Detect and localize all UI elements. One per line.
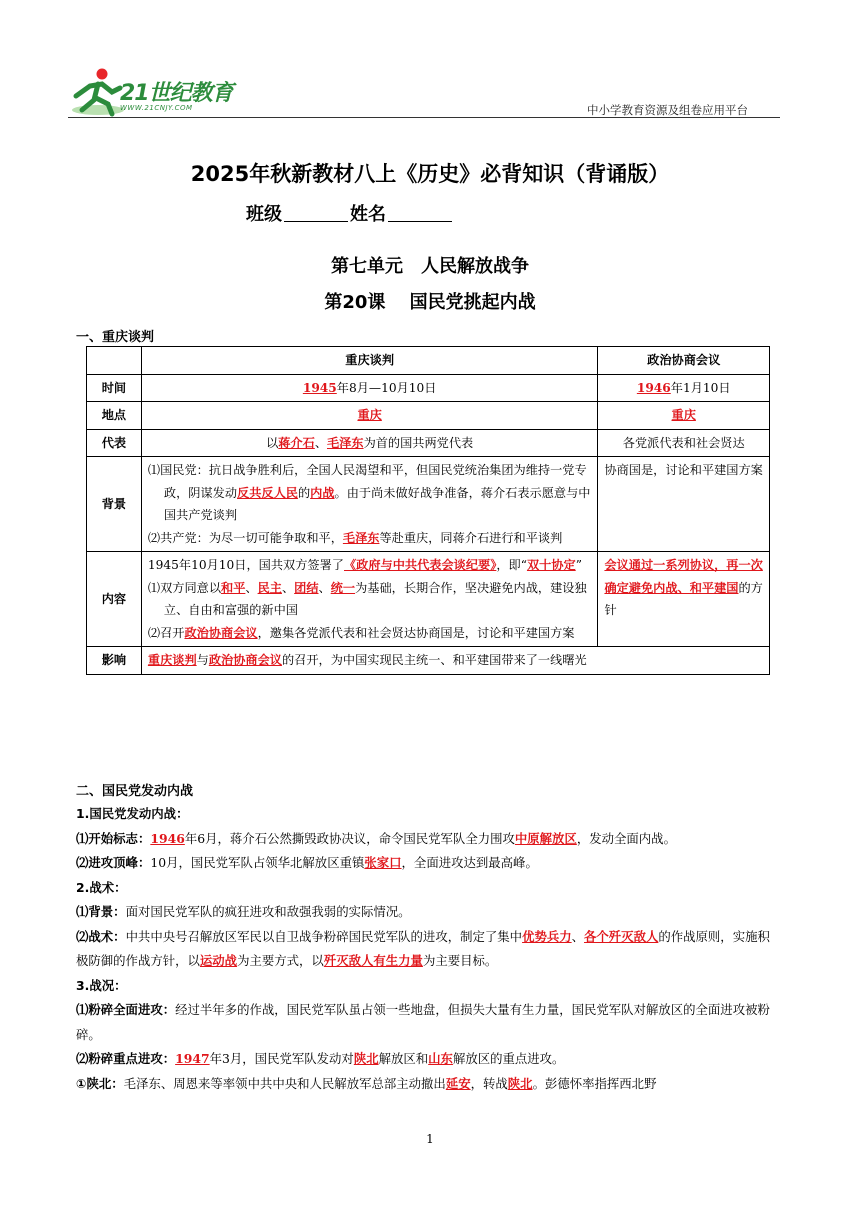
paragraph: ⑵进攻顶峰：10月，国民党军队占领华北解放区重镇张家口，全面进攻达到最高峰。 (76, 855, 538, 870)
section-heading-1: 一、重庆谈判 (76, 330, 155, 345)
page-title: 2025年秋新教材八上《历史》必背知识（背诵版） (190, 162, 670, 186)
table-row (87, 647, 770, 675)
body-text (76, 802, 776, 1096)
col-header-pcc: 政治协商会议 (598, 347, 770, 375)
table-row (87, 429, 770, 457)
row-label-place: 地点 (87, 402, 142, 430)
cell-place-b: 重庆 (598, 402, 770, 430)
header-tagline: 中小学教育资源及组卷应用平台 (587, 103, 748, 117)
row-label-content: 内容 (87, 552, 142, 647)
paragraph: ①陕北：毛泽东、周恩来等率领中共中央和人民解放军总部主动撤出延安，转战陕北。彭德怀率指挥西北野 (76, 1075, 657, 1091)
class-label: 班级 (246, 204, 282, 225)
logo-url: WWW.21CNJY.COM (120, 104, 193, 112)
table-row (87, 374, 770, 402)
paragraph: ⑴背景：面对国民党军队的疯狂进攻和敌强我弱的实际情况。 (76, 904, 411, 919)
paragraph: ⑵粉碎重点进攻：1947年3月，国民党军队发动对陕北解放区和山东解放区的重点进攻。 (76, 1051, 565, 1066)
table-row (87, 552, 770, 647)
paragraph: ⑴粉碎全面进攻：经过半年多的作战，国民党军队虽占领一些地盘，但损失大量有生力量，国民党军队对解放区的全面进攻被粉碎。 (76, 1002, 770, 1042)
cell-content-a: 1945年10月10日，国共双方签署了《政府与中共代表会谈纪要》，即“双十协定” ⑴双方同意以和平、民主、团结、统一为基础，长期合作，坚决避免内战，建设独立、自由和富强的新中国 ⑵召开政治协商会议，邀集各党派代表和社会贤达协商国是，讨论和平建国方案 (141, 552, 598, 647)
subheading-1: 1.国民党发动内战： (76, 806, 189, 821)
unit-title: 第七单元 人民解放战争 (331, 256, 529, 277)
row-label-rep: 代表 (87, 429, 142, 457)
cell-time-a: 1945年8月—10月10日 (141, 374, 598, 402)
page-number: 1 (426, 1132, 434, 1146)
section-heading-2: 二、国民党发动内战 (76, 784, 194, 799)
row-label-bg: 背景 (87, 457, 142, 552)
cell-bg-a: ⑴国民党：抗日战争胜利后，全国人民渴望和平，但国民党统治集团为维持一党专政，阴谋发动反共反人民的内战。由于尚未做好战争准备，蒋介石表示愿意与中国共产党谈判 ⑵共产党：为尽一切可能争取和平，毛泽东等赴重庆，同蒋介石进行和平谈判 (141, 457, 598, 552)
name-blank (388, 203, 452, 222)
subheading-3: 3.战况： (76, 977, 127, 993)
row-label-time: 时间 (87, 374, 142, 402)
table-row (87, 457, 770, 552)
cell-bg-b: 协商国是，讨论和平建国方案 (598, 457, 770, 552)
table-row (87, 402, 770, 430)
cell-place-a: 重庆 (141, 402, 598, 430)
cell-rep-a: 以蒋介石、毛泽东为首的国共两党代表 (141, 429, 598, 457)
paragraph: ⑴开始标志：1946年6月，蒋介石公然撕毁政协决议，命令国民党军队全力围攻中原解放区，发动全面内战。 (76, 830, 676, 846)
table-header-row (87, 347, 770, 375)
table-corner (87, 347, 142, 375)
class-name-line (246, 200, 454, 226)
cell-content-b: 会议通过一系列协议，再一次确定避免内战、和平建国的方针 (598, 552, 770, 647)
subheading-2: 2.战术： (76, 879, 127, 895)
header-divider (68, 117, 780, 118)
col-header-chongqing: 重庆谈判 (141, 347, 598, 375)
cell-impact: 重庆谈判与政治协商会议的召开，为中国实现民主统一、和平建国带来了一线曙光 (141, 647, 769, 675)
cell-time-b: 1946年1月10日 (598, 374, 770, 402)
comparison-table (86, 346, 770, 675)
lesson-title: 第20课 国民党挑起内战 (324, 292, 536, 313)
row-label-impact: 影响 (87, 647, 142, 675)
logo-text: 21世纪教育 (120, 81, 233, 106)
name-label: 姓名 (350, 204, 386, 225)
paragraph: ⑵战术：中共中央号召解放区军民以自卫战争粉碎国民党军队的进攻，制定了集中优势兵力、各个歼灭敌人的作战原则，实施积极防御的作战方针，以运动战为主要方式，以歼灭敌人有生力量为主要目标。 (76, 928, 770, 968)
class-blank (284, 203, 348, 222)
cell-rep-b: 各党派代表和社会贤达 (598, 429, 770, 457)
